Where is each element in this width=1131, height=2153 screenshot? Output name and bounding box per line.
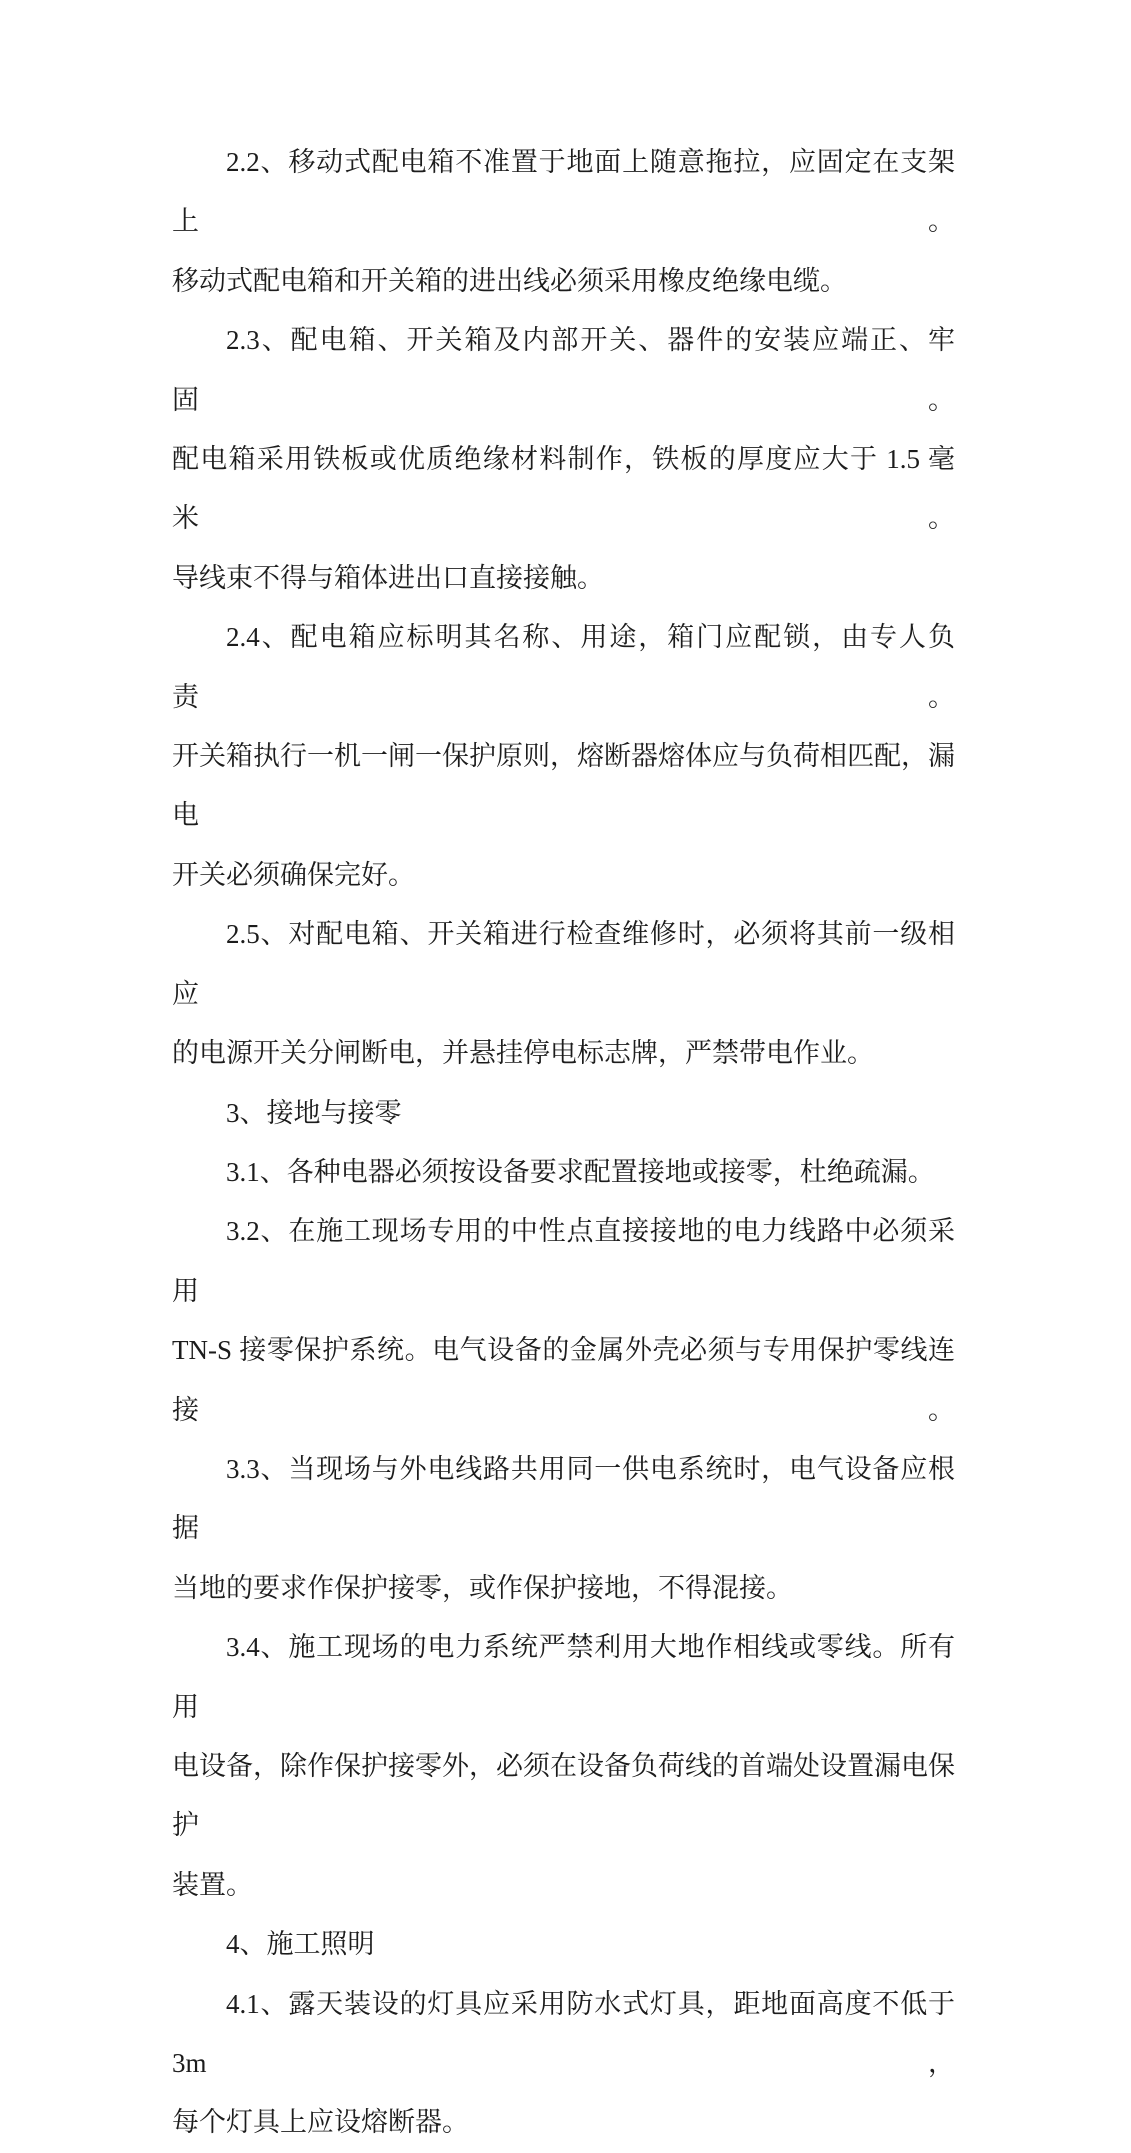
heading-4 bbox=[172, 1915, 955, 1974]
doc-line: 2.5、对配电箱、开关箱进行检查维修时，必须将其前一级相应 bbox=[172, 919, 955, 1009]
doc-line: 当地的要求作保护接零，或作保护接地，不得混接。 bbox=[172, 1572, 793, 1603]
paragraph-3-3 bbox=[172, 1440, 955, 1618]
doc-line: 开关箱执行一机一闸一保护原则，熔断器熔体应与负荷相匹配，漏电 bbox=[172, 741, 955, 831]
doc-line: 3.2、在施工现场专用的中性点直接接地的电力线路中必须采用 bbox=[172, 1216, 955, 1306]
paragraph-2-3 bbox=[172, 311, 955, 608]
paragraph-4-1 bbox=[172, 1975, 955, 2153]
heading-3 bbox=[172, 1084, 955, 1143]
document-body bbox=[172, 133, 955, 2153]
doc-line: 配电箱采用铁板或优质绝缘材料制作，铁板的厚度应大于 1.5 毫米。 bbox=[172, 444, 955, 534]
doc-line: 导线束不得与箱体进出口直接接触。 bbox=[172, 562, 604, 593]
doc-line: 的电源开关分闸断电，并悬挂停电标志牌，严禁带电作业。 bbox=[172, 1038, 874, 1069]
paragraph-3-4 bbox=[172, 1618, 955, 1915]
paragraph-3-1 bbox=[172, 1143, 955, 1202]
doc-line: 每个灯具上应设熔断器。 bbox=[172, 2107, 469, 2138]
doc-line: 移动式配电箱和开关箱的进出线必须采用橡皮绝缘电缆。 bbox=[172, 265, 847, 296]
doc-line: 装置。 bbox=[172, 1869, 253, 1900]
paragraph-2-5 bbox=[172, 905, 955, 1083]
doc-line: 2.2、移动式配电箱不准置于地面上随意拖拉，应固定在支架上。 bbox=[172, 147, 955, 237]
doc-line: 3.1、各种电器必须按设备要求配置接地或接零，杜绝疏漏。 bbox=[226, 1156, 935, 1187]
doc-line: TN-S 接零保护系统。电气设备的金属外壳必须与专用保护零线连接。 bbox=[172, 1335, 955, 1425]
paragraph-2-4 bbox=[172, 608, 955, 905]
doc-line: 3.3、当现场与外电线路共用同一供电系统时，电气设备应根据 bbox=[172, 1453, 955, 1544]
doc-line: 开关必须确保完好。 bbox=[172, 859, 415, 890]
doc-line: 3、接地与接零 bbox=[226, 1097, 402, 1128]
paragraph-3-2 bbox=[172, 1202, 955, 1440]
doc-line: 2.3、配电箱、开关箱及内部开关、器件的安装应端正、牢固。 bbox=[172, 325, 955, 415]
doc-line: 3.4、施工现场的电力系统严禁利用大地作相线或零线。所有用 bbox=[172, 1632, 955, 1722]
doc-line: 4、施工照明 bbox=[226, 1929, 375, 1960]
paragraph-2-2 bbox=[172, 133, 955, 311]
doc-line: 电设备，除作保护接零外，必须在设备负荷线的首端处设置漏电保护 bbox=[172, 1750, 955, 1841]
doc-line: 2.4、配电箱应标明其名称、用途，箱门应配锁，由专人负责。 bbox=[172, 622, 955, 712]
doc-line: 4.1、露天装设的灯具应采用防水式灯具，距地面高度不低于 3m， bbox=[172, 1988, 955, 2078]
